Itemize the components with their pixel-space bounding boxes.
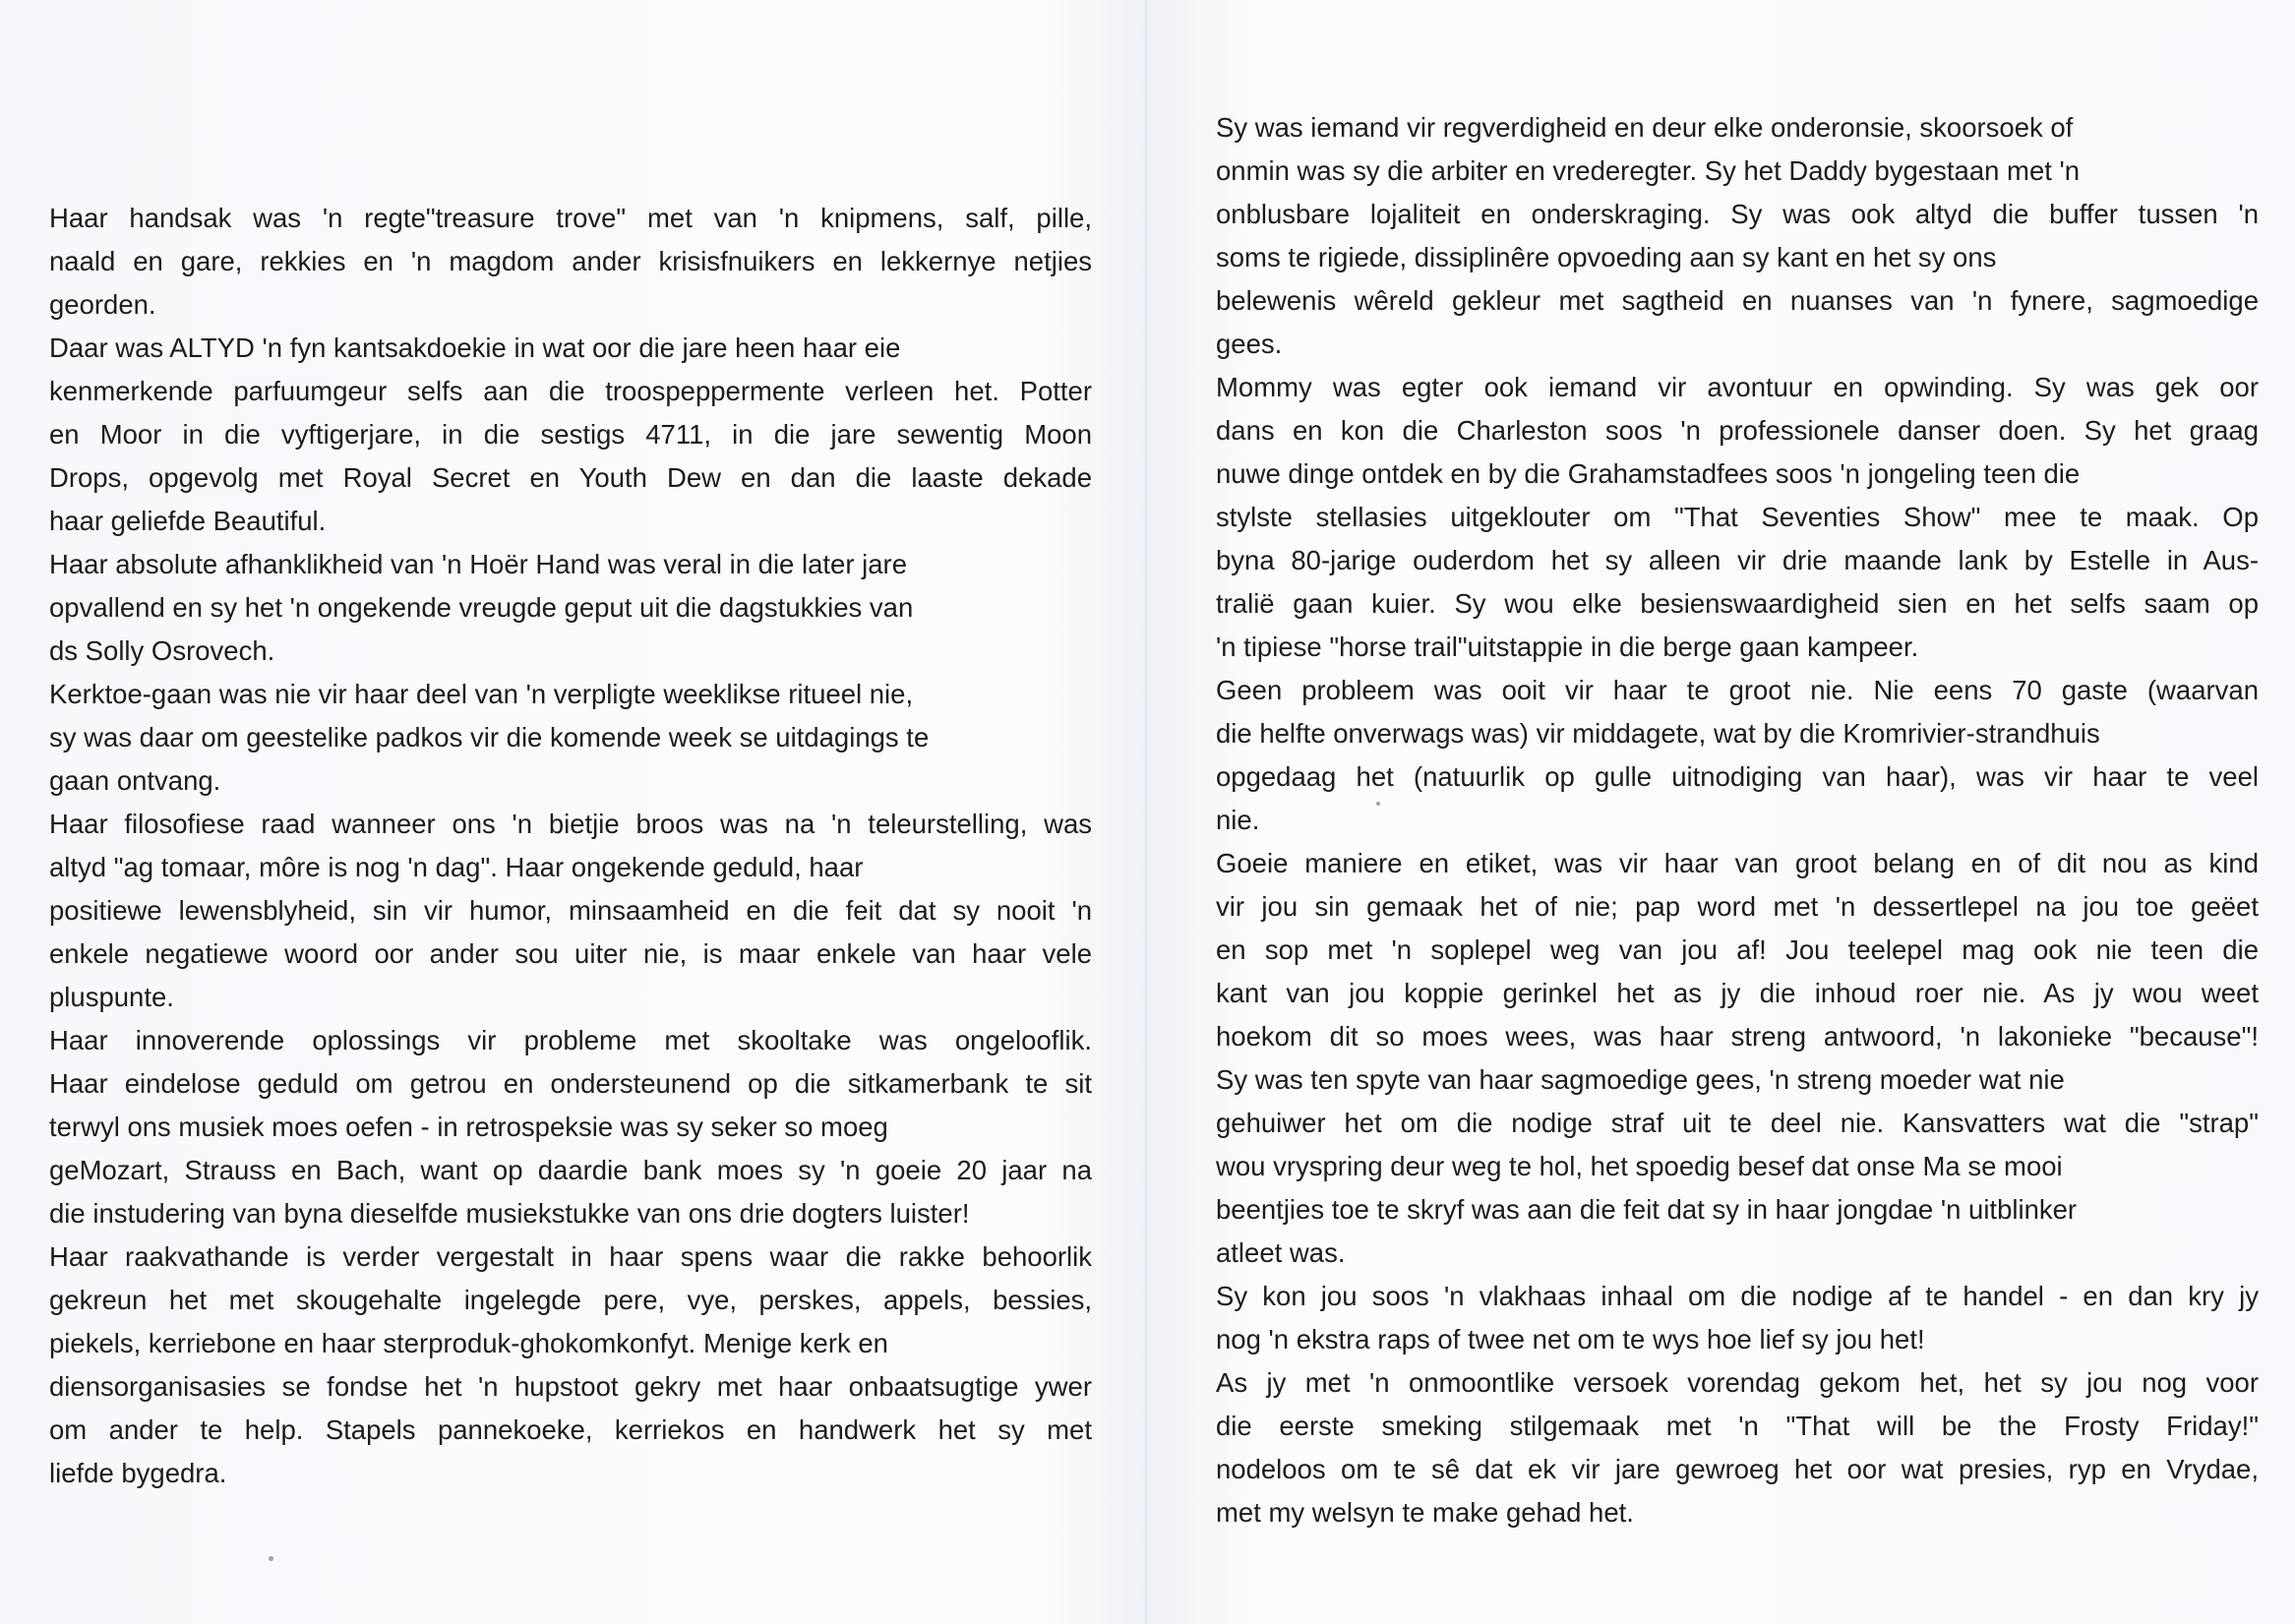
left-page-text-line: pluspunte. bbox=[49, 982, 174, 1012]
right-page-text-line: 'n tipiese "horse trail"uitstappie in die berge gaan kampeer. bbox=[1216, 632, 1919, 662]
right-page-text-line: en sop met 'n soplepel weg van jou af! Jou teelepel mag ook nie teen die bbox=[1216, 934, 2259, 965]
left-page-text-line: positiewe lewensblyheid, sin vir humor, minsaamheid en die feit dat sy nooit 'n bbox=[49, 895, 1092, 926]
left-page-text-line: gekreun het met skougehalte ingelegde pere, vye, perskes, appels, bessies, bbox=[49, 1285, 1092, 1315]
right-page-text-line: nog 'n ekstra raps of twee net om te wys hoe lief sy jou het! bbox=[1216, 1324, 1925, 1354]
right-page-text-line: As jy met 'n onmoontlike versoek vorendag gekom het, het sy jou nog voor bbox=[1216, 1367, 2259, 1398]
left-page-text-line: altyd "ag tomaar, môre is nog 'n dag". Haar ongekende geduld, haar bbox=[49, 852, 864, 882]
right-page-text-line: byna 80-jarige ouderdom het sy alleen vir drie maande lank by Estelle in Aus- bbox=[1216, 545, 2259, 575]
left-page-text-line: georden. bbox=[49, 289, 156, 320]
left-page-text-line: Haar raakvathande is verder vergestalt in haar spens waar die rakke behoorlik bbox=[49, 1241, 1092, 1272]
right-page-text-line: stylste stellasies uitgeklouter om "That Seventies Show" mee te maak. Op bbox=[1216, 502, 2259, 532]
left-page-text-line: Haar absolute afhanklikheid van 'n Hoër Hand was veral in die later jare bbox=[49, 549, 907, 579]
right-page-text-line: Goeie maniere en etiket, was vir haar van groot belang en of dit nou as kind bbox=[1216, 848, 2259, 878]
left-page-text-line: die instudering van byna dieselfde musiekstukke van ons drie dogters luister! bbox=[49, 1198, 970, 1229]
left-page-text-line: diensorganisasies se fondse het 'n hupstoot gekry met haar onbaatsugtige ywer bbox=[49, 1371, 1092, 1402]
right-page-text-line: nie. bbox=[1216, 805, 1260, 835]
left-page-text-line: en Moor in die vyftigerjare, in die sestigs 4711, in die jare sewentig Moon bbox=[49, 419, 1092, 450]
left-page-text-line: ds Solly Osrovech. bbox=[49, 635, 275, 666]
right-page-text-line: onmin was sy die arbiter en vrederegter. Sy het Daddy bygestaan met 'n bbox=[1216, 155, 2081, 186]
right-page-text-line: soms te rigiede, dissiplinêre opvoeding aan sy kant en het sy ons bbox=[1216, 242, 1997, 272]
left-page bbox=[0, 0, 1145, 1624]
left-page-text-line: piekels, kerriebone en haar sterproduk-ghokomkonfyt. Menige kerk en bbox=[49, 1328, 888, 1358]
right-page-text-line: dans en kon die Charleston soos 'n professionele danser doen. Sy het graag bbox=[1216, 415, 2259, 446]
right-page-text-line: Sy kon jou soos 'n vlakhaas inhaal om die nodige af te handel - en dan kry jy bbox=[1216, 1281, 2259, 1311]
right-page-text-line: tralië gaan kuier. Sy wou elke besienswaardigheid sien en het selfs saam op bbox=[1216, 588, 2259, 619]
paper-speck bbox=[269, 1556, 273, 1561]
left-page-text-line: kenmerkende parfuumgeur selfs aan die troospeppermente verleen het. Potter bbox=[49, 376, 1092, 406]
left-page-text-line: naald en gare, rekkies en 'n magdom ander krisisfnuikers en lekkernye netjies bbox=[49, 246, 1092, 276]
right-page-text-line: nodeloos om te sê dat ek vir jare gewroeg het oor wat presies, ryp en Vrydae, bbox=[1216, 1454, 2259, 1484]
left-page-text-line: Daar was ALTYD 'n fyn kantsakdoekie in wat oor die jare heen haar eie bbox=[49, 332, 901, 363]
left-page-text-line: Haar eindelose geduld om getrou en ondersteunend op die sitkamerbank te sit bbox=[49, 1068, 1092, 1099]
left-page-text-line: sy was daar om geestelike padkos vir die komende week se uitdagings te bbox=[49, 722, 930, 752]
right-page-text-line: belewenis wêreld gekleur met sagtheid en nuanses van 'n fynere, sagmoedige bbox=[1216, 285, 2259, 316]
left-page-text-line: opvallend en sy het 'n ongekende vreugde geput uit die dagstukkies van bbox=[49, 592, 914, 623]
right-page-text-line: vir jou sin gemaak het of nie; pap word met 'n dessertlepel na jou toe geëet bbox=[1216, 891, 2259, 922]
right-page-text-line: beentjies toe te skryf was aan die feit dat sy in haar jongdae 'n uitblinker bbox=[1216, 1194, 2078, 1225]
right-page-text-line: wou vryspring deur weg te hol, het spoedig besef dat onse Ma se mooi bbox=[1216, 1151, 2063, 1181]
right-page-text-line: Sy was iemand vir regverdigheid en deur elke onderonsie, skoorsoek of bbox=[1216, 112, 2074, 143]
left-page-text-line: gaan ontvang. bbox=[49, 765, 221, 796]
left-page-text-line: enkele negatiewe woord oor ander sou uiter nie, is maar enkele van haar vele bbox=[49, 938, 1092, 969]
paper-speck bbox=[1376, 802, 1380, 806]
left-page-text-line: liefde bygedra. bbox=[49, 1458, 227, 1488]
right-page-text-line: nuwe dinge ontdek en by die Grahamstadfees soos 'n jongeling teen die bbox=[1216, 458, 2081, 489]
right-page-text bbox=[1216, 106, 2259, 1534]
right-page-text-line: die helfte onverwags was) vir middagete, wat by die Kromrivier-strandhuis bbox=[1216, 718, 2100, 749]
left-page-text-line: Kerktoe-gaan was nie vir haar deel van 'n verpligte weeklikse ritueel nie, bbox=[49, 679, 914, 709]
left-page-text-line: Haar handsak was 'n regte"treasure trove" met van 'n knipmens, salf, pille, bbox=[49, 203, 1092, 233]
left-page-text-line: geMozart, Strauss en Bach, want op daardie bank moes sy 'n goeie 20 jaar na bbox=[49, 1155, 1092, 1185]
right-page-text-line: met my welsyn te make gehad het. bbox=[1216, 1497, 1634, 1528]
right-page-text-line: onblusbare lojaliteit en onderskraging. Sy was ook altyd die buffer tussen 'n bbox=[1216, 199, 2259, 229]
left-page-text-line: terwyl ons musiek moes oefen - in retrospeksie was sy seker so moeg bbox=[49, 1112, 888, 1142]
right-page-text-line: hoekom dit so moes wees, was haar streng antwoord, 'n lakonieke "because"! bbox=[1216, 1021, 2259, 1052]
left-page-text-line: Haar filosofiese raad wanneer ons 'n bietjie broos was na 'n teleurstelling, was bbox=[49, 809, 1092, 839]
right-page-text-line: Sy was ten spyte van haar sagmoedige gees, 'n streng moeder wat nie bbox=[1216, 1064, 2065, 1095]
left-page-text-line: haar geliefde Beautiful. bbox=[49, 506, 327, 536]
right-page-text-line: gees. bbox=[1216, 329, 1283, 359]
left-page-text-line: om ander te help. Stapels pannekoeke, kerriekos en handwerk het sy met bbox=[49, 1414, 1092, 1445]
right-page-text-line: Mommy was egter ook iemand vir avontuur en opwinding. Sy was gek oor bbox=[1216, 372, 2259, 402]
right-page-text-line: kant van jou koppie gerinkel het as jy die inhoud roer nie. As jy wou weet bbox=[1216, 978, 2259, 1008]
left-page-text bbox=[49, 197, 1092, 1495]
left-page-text-line: Haar innoverende oplossings vir probleme met skooltake was ongelooflik. bbox=[49, 1025, 1092, 1055]
right-page-text-line: die eerste smeking stilgemaak met 'n "That will be the Frosty Friday!" bbox=[1216, 1411, 2259, 1441]
right-page-text-line: opgedaag het (natuurlik op gulle uitnodiging van haar), was vir haar te veel bbox=[1216, 761, 2259, 792]
right-page-text-line: Geen probleem was ooit vir haar te groot nie. Nie eens 70 gaste (waarvan bbox=[1216, 675, 2259, 705]
right-page bbox=[1147, 0, 2295, 1624]
right-page-text-line: gehuiwer het om die nodige straf uit te deel nie. Kansvatters wat die "strap" bbox=[1216, 1108, 2259, 1138]
left-page-text-line: Drops, opgevolg met Royal Secret en Youth Dew en dan die laaste dekade bbox=[49, 462, 1092, 493]
right-page-text-line: atleet was. bbox=[1216, 1237, 1346, 1268]
